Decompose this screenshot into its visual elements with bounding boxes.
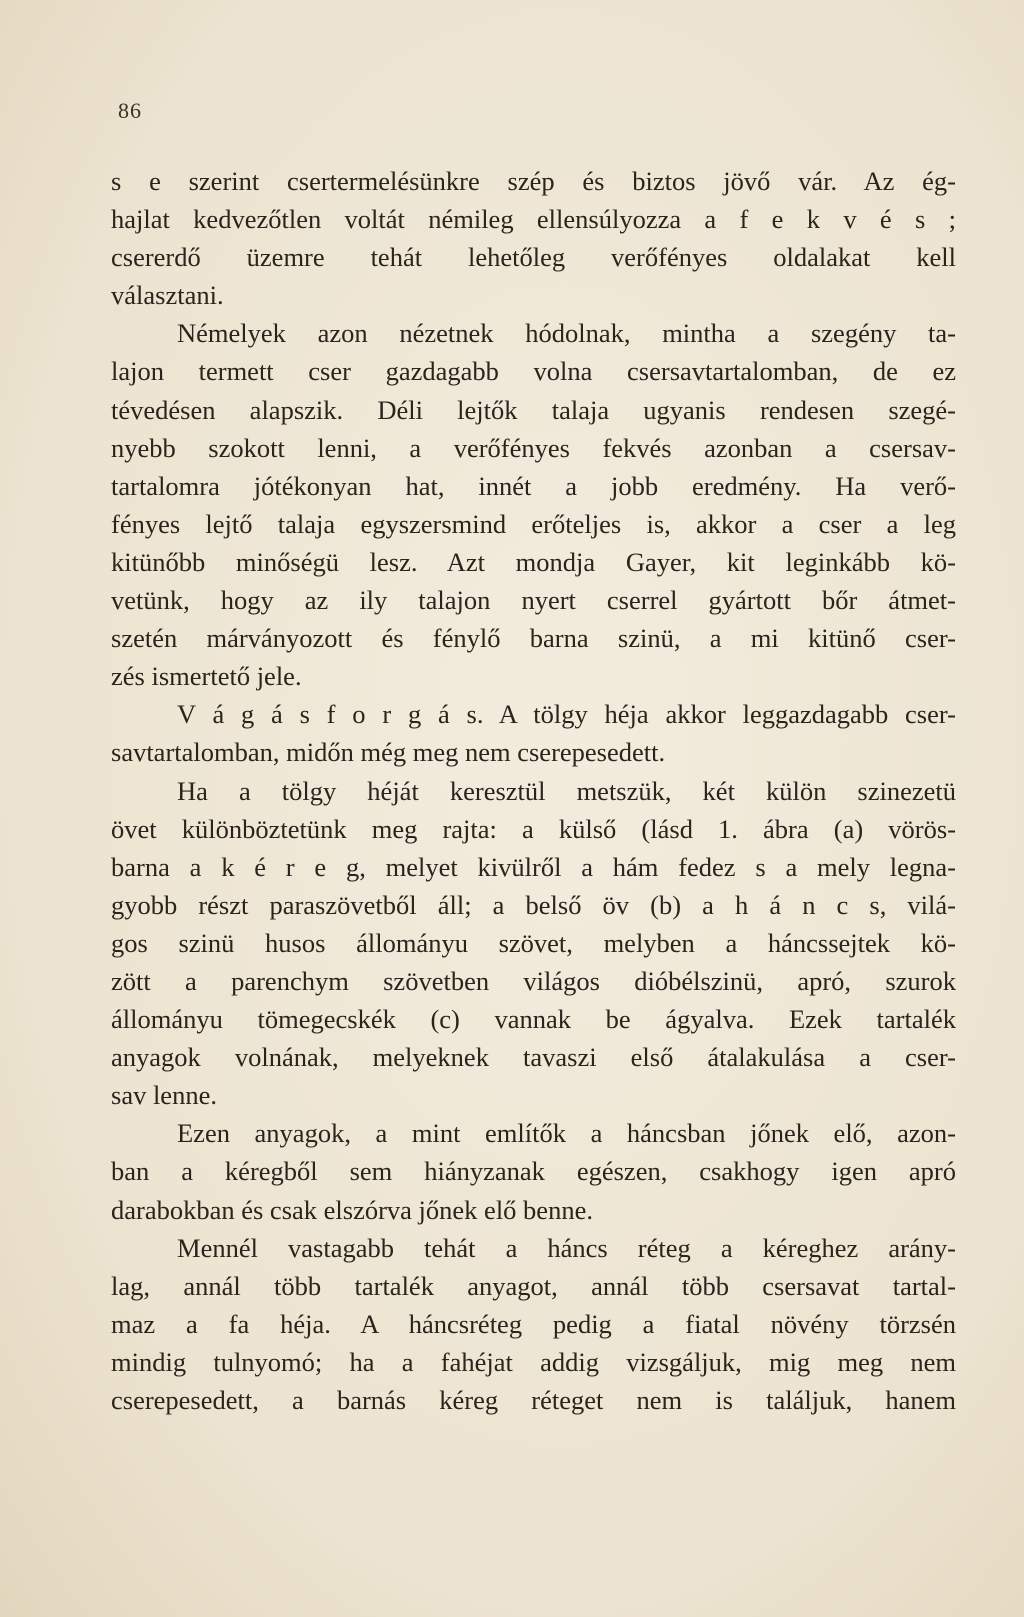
text-line: hajlat kedvezőtlen voltát némileg ellensúlyozza a f e k v é s ; — [111, 204, 956, 235]
text-line: anyagok volnának, melyeknek tavaszi első átalakulása a cser- — [111, 1042, 956, 1073]
text-line: Mennél vastagabb tehát a háncs réteg a kéreghez arány- — [177, 1232, 956, 1263]
text-line: választani. — [111, 280, 224, 311]
text-line: gos szinü husos állományu szövet, melyben a háncssejtek kö- — [111, 927, 956, 958]
text-line: ban a kéregből sem hiányzanak egészen, csakhogy igen apró — [111, 1156, 956, 1187]
section-heading-line: V á g á s f o r g á s. A tölgy héja akkor leggazdagabb cser- — [177, 699, 956, 730]
text-line: tévedésen alapszik. Déli lejtők talaja ugyanis rendesen szegé- — [111, 394, 956, 425]
text-line: lag, annál több tartalék anyagot, annál több csersavat tartal- — [111, 1270, 956, 1301]
text-line: gyobb részt paraszövetből áll; a belső öv (b) a h á n c s, vilá- — [111, 889, 956, 920]
text-line: zött a parenchym szövetben világos dióbélszinü, apró, szurok — [111, 965, 956, 996]
text-line: vetünk, hogy az ily talajon nyert cserrel gyártott bőr átmet- — [111, 585, 956, 616]
text-line: szetén márványozott és fénylő barna szinü, a mi kitünő cser- — [111, 623, 956, 654]
text-line: fényes lejtő talaja egyszersmind erőteljes is, akkor a cser a leg — [111, 508, 956, 539]
text-line: övet különböztetünk meg rajta: a külső (lásd 1. ábra (a) vörös- — [111, 813, 956, 844]
body-text — [111, 162, 956, 1419]
text-line: csererdő üzemre tehát lehetőleg verőfényes oldalakat kell — [111, 242, 956, 273]
text-line: Ezen anyagok, a mint említők a háncsban jőnek elő, azon- — [177, 1118, 956, 1149]
text-line: savtartalomban, midőn még meg nem cserepesedett. — [111, 737, 666, 768]
text-line: tartalomra jótékonyan hat, innét a jobb eredmény. Ha verő- — [111, 470, 956, 501]
text-line: Némelyek azon nézetnek hódolnak, mintha a szegény ta- — [177, 318, 956, 349]
text-line: zés ismertető jele. — [111, 661, 302, 692]
text-line: darabokban és csak elszórva jőnek elő benne. — [111, 1194, 593, 1225]
page-number: 86 — [118, 98, 142, 123]
text-line: s e szerint csertermelésünkre szép és biztos jövő vár. Az ég- — [111, 166, 956, 196]
text-line: Ha a tölgy héját keresztül metszük, két külön szinezetü — [177, 775, 956, 806]
text-line: lajon termett cser gazdagabb volna csersavtartalomban, de ez — [111, 356, 956, 387]
text-line: nyebb szokott lenni, a verőfényes fekvés azonban a csersav- — [111, 432, 956, 463]
text-line: mindig tulnyomó; ha a fahéjat addig vizsgáljuk, mig meg nem — [111, 1346, 956, 1377]
text-line: barna a k é r e g, melyet kivülről a hám fedez s a mely legna- — [111, 851, 956, 882]
text-line: kitünőbb minőségü lesz. Azt mondja Gayer, kit leginkább kö- — [111, 546, 956, 577]
text-line: maz a fa héja. A háncsréteg pedig a fiatal növény törzsén — [111, 1308, 956, 1339]
text-line: sav lenne. — [111, 1080, 217, 1111]
text-line: állományu tömegecskék (c) vannak be ágyalva. Ezek tartalék — [111, 1004, 956, 1035]
text-line: cserepesedett, a barnás kéreg réteget nem is találjuk, hanem — [111, 1385, 956, 1415]
